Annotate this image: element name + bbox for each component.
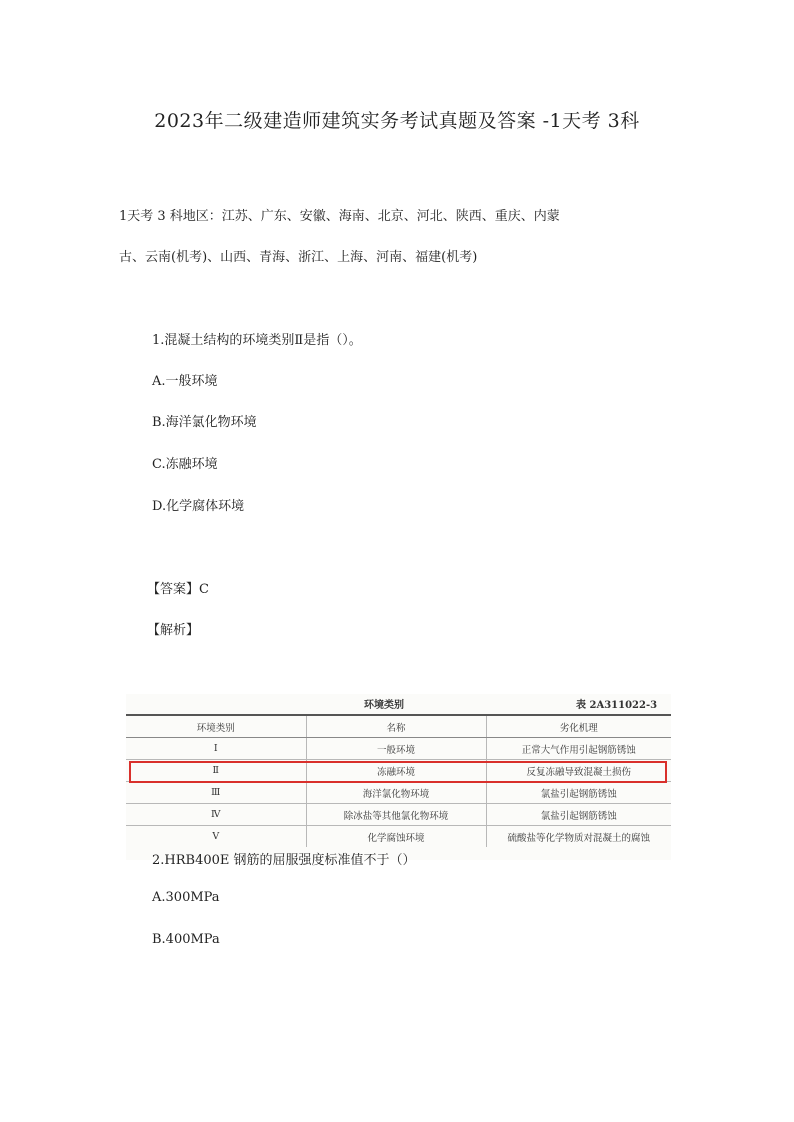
table-cell: Ⅳ (126, 804, 306, 826)
table-cell: 一般环境 (306, 738, 486, 760)
table-header-cell: 环境类别 (126, 715, 306, 738)
highlight-box (129, 761, 667, 783)
table-cell: 除冰盐等其他氯化物环境 (306, 804, 486, 826)
table-row (126, 804, 671, 826)
table-cell: 反复冻融导致混凝土损伤 (486, 760, 671, 782)
answer-label: 【答案】C (147, 582, 209, 597)
table-cell: Ⅰ (126, 738, 306, 760)
table-row (126, 826, 671, 848)
table-cell: 氯盐引起钢筋锈蚀 (486, 804, 671, 826)
analysis-label: 【解析】 (147, 623, 200, 638)
table-cell: 硫酸盐等化学物质对混凝土的腐蚀 (486, 826, 671, 848)
table-cell: 冻融环境 (306, 760, 486, 782)
table-cell: Ⅱ (126, 760, 306, 782)
question-2-option-a: A.300MPa (152, 890, 220, 905)
page-title: 2023年二级建造师建筑实务考试真题及答案 -1天考 3科 (154, 110, 640, 132)
question-1-option-b: B.海洋氯化物环境 (152, 415, 257, 430)
question-1-option-d: D.化学腐体环境 (152, 499, 245, 514)
region-line-2: 古、云南(机考)、山西、青海、浙江、上海、河南、福建(机考) (119, 250, 478, 265)
question-1-option-a: A.一般环境 (152, 374, 218, 389)
question-1-stem: 1.混凝土结构的环境类别Ⅱ是指（）。 (152, 333, 362, 348)
region-line-1: 1天考 3 科地区：江苏、广东、安徽、海南、北京、河北、陕西、重庆、内蒙 (119, 209, 560, 224)
table-cell: 氯盐引起钢筋锈蚀 (486, 782, 671, 804)
question-2-stem: 2.HRB400E 钢筋的屈服强度标准值不于（） (152, 853, 416, 868)
table-cell: Ⅲ (126, 782, 306, 804)
table-row (126, 738, 671, 760)
question-1-option-c: C.冻融环境 (152, 457, 218, 472)
table-number: 表 2A311022-3 (576, 700, 658, 711)
table-cell: 正常大气作用引起钢筋锈蚀 (486, 738, 671, 760)
table-cell: Ⅴ (126, 826, 306, 848)
table-cell: 海洋氯化物环境 (306, 782, 486, 804)
question-2-option-b: B.400MPa (152, 932, 220, 947)
table-header-cell: 劣化机理 (486, 715, 671, 738)
table-row (126, 782, 671, 804)
table-header-row (126, 715, 671, 738)
table-cell: 化学腐蚀环境 (306, 826, 486, 848)
table-caption: 环境类别 (364, 700, 404, 711)
table-header-cell: 名称 (306, 715, 486, 738)
environment-category-table-image (126, 694, 671, 860)
